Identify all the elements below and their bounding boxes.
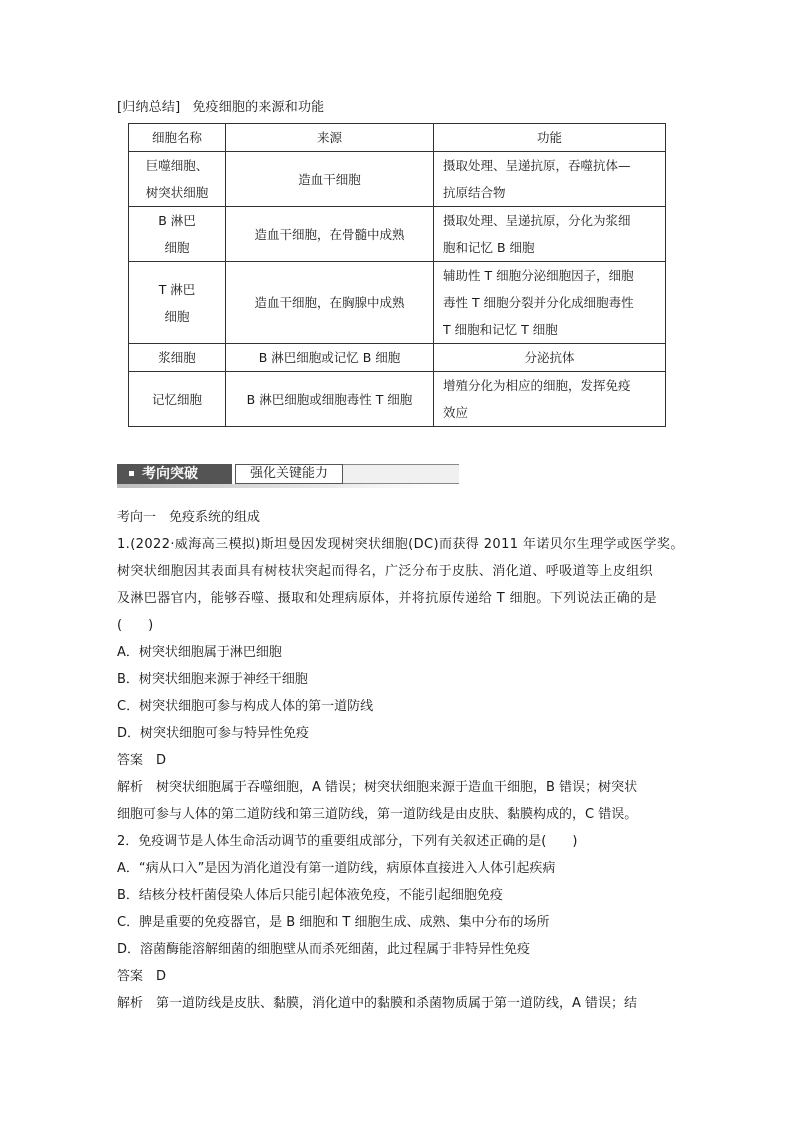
cell-line: 细胞 (164, 240, 190, 255)
table-row (129, 207, 666, 262)
cell-function: 分泌抗体 (434, 344, 666, 372)
banner-sub-strip (235, 464, 459, 484)
banner-sub: 强化关键能力 (235, 464, 343, 484)
question-1-option-a: A．树突状细胞属于淋巴细胞 (117, 645, 282, 660)
question-2-option-c: C．脾是重要的免疫器官，是 B 细胞和 T 细胞生成、成熟、集中分布的场所 (117, 915, 550, 930)
cell-source: 造血干细胞 (226, 152, 434, 207)
question-1-option-b: B．树突状细胞来源于神经干细胞 (117, 672, 308, 687)
summary-title: 免疫细胞的来源和功能 (192, 100, 325, 115)
table-row (129, 372, 666, 427)
cell-name (129, 262, 226, 344)
cell-line: 效应 (443, 405, 469, 420)
table-row (129, 262, 666, 344)
table-row (129, 152, 666, 207)
cell-name (129, 152, 226, 207)
square-bullet-icon (129, 471, 134, 476)
cell-source: B 淋巴细胞或细胞毒性 T 细胞 (226, 372, 434, 427)
question-1-stem: 1.(2022·威海高三模拟)斯坦曼因发现树突状细胞(DC)而获得 2011 年诺贝尔生理学或医学奖。 (117, 537, 684, 552)
cell-line: T 细胞和记忆 T 细胞 (443, 322, 558, 337)
cell-name: 浆细胞 (129, 344, 226, 372)
summary-tag: [归纳总结] (117, 100, 181, 115)
cell-line: 辅助性 T 细胞分泌细胞因子，细胞 (443, 268, 634, 283)
section-banner (117, 462, 431, 488)
cell-line: 抗原结合物 (443, 185, 506, 200)
cell-line: B 淋巴 (158, 213, 196, 228)
cell-line: 巨噬细胞、 (145, 158, 209, 173)
cell-name (129, 207, 226, 262)
header-cell-name: 细胞名称 (129, 124, 226, 152)
question-1-analysis: 细胞可参与人体的第二道防线和第三道防线，第一道防线是由皮肤、黏膜构成的，C 错误。 (117, 807, 638, 822)
question-1-stem: ( ) (117, 618, 154, 633)
question-2-option-a: A．“病从口入”是因为消化道没有第一道防线，病原体直接进入人体引起疾病 (117, 861, 556, 876)
cell-line: 毒性 T 细胞分裂并分化成细胞毒性 (443, 295, 634, 310)
cell-function (434, 262, 666, 344)
question-1-stem: 及淋巴器官内，能够吞噬、摄取和处理病原体，并将抗原传递给 T 细胞。下列说法正确的是 (117, 591, 658, 606)
cell-line: 摄取处理、呈递抗原，分化为浆细 (443, 213, 631, 228)
table-row (129, 344, 666, 372)
cell-function (434, 372, 666, 427)
immune-cell-table (128, 123, 666, 427)
question-2-answer: 答案 D (117, 969, 167, 984)
section-heading: 考向一 免疫系统的组成 (117, 510, 261, 525)
question-1-analysis: 解析 树突状细胞属于吞噬细胞，A 错误；树突状细胞来源于造血干细胞，B 错误；树突状 (117, 780, 638, 795)
cell-line: 树突状细胞 (145, 185, 209, 200)
cell-line: 细胞 (164, 308, 190, 324)
cell-function (434, 207, 666, 262)
question-2-analysis: 解析 第一道防线是皮肤、黏膜，消化道中的黏膜和杀菌物质属于第一道防线，A 错误；结 (117, 996, 638, 1011)
cell-line: 摄取处理、呈递抗原，吞噬抗体— (443, 158, 631, 173)
table-header-row (129, 124, 666, 152)
cell-source: 造血干细胞，在胸腺中成熟 (226, 262, 434, 344)
question-1-stem: 树突状细胞因其表面具有树枝状突起而得名，广泛分布于皮肤、消化道、呼吸道等上皮组织 (117, 564, 654, 579)
cell-source: 造血干细胞，在骨髓中成熟 (226, 207, 434, 262)
cell-line: 增殖分化为相应的细胞，发挥免疫 (443, 378, 631, 393)
question-2-option-d: D．溶菌酶能溶解细菌的细胞壁从而杀死细菌，此过程属于非特异性免疫 (117, 942, 531, 957)
cell-source: B 淋巴细胞或记忆 B 细胞 (226, 344, 434, 372)
header-cell-function: 功能 (434, 124, 666, 152)
cell-line: T 淋巴 (158, 281, 196, 297)
banner-main-label: 考向突破 (142, 466, 198, 482)
question-2-stem: 2．免疫调节是人体生命活动调节的重要组成部分，下列有关叙述正确的是( ) (117, 834, 578, 849)
cell-function (434, 152, 666, 207)
question-2-option-b: B．结核分枝杆菌侵染人体后只能引起体液免疫，不能引起细胞免疫 (117, 888, 503, 903)
summary-heading (117, 96, 324, 115)
banner-main (117, 464, 232, 484)
header-cell-source: 来源 (226, 124, 434, 152)
cell-name: 记忆细胞 (129, 372, 226, 427)
cell-line: 胞和记忆 B 细胞 (443, 240, 535, 255)
question-1-option-d: D．树突状细胞可参与特异性免疫 (117, 726, 310, 741)
question-1-option-c: C．树突状细胞可参与构成人体的第一道防线 (117, 699, 374, 714)
banner-underline (117, 484, 431, 488)
question-1-answer: 答案 D (117, 753, 167, 768)
